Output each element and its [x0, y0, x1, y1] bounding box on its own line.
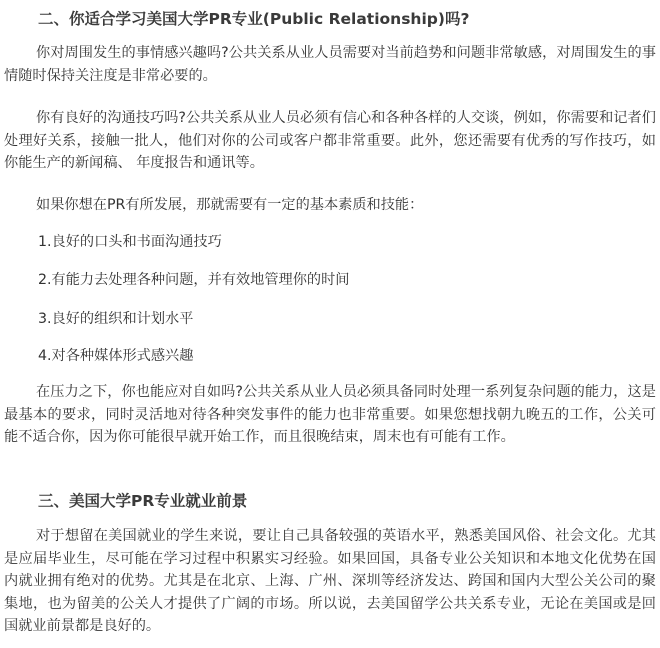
skill-item-1: 1.良好的口头和书面沟通技巧 — [38, 234, 222, 250]
paragraph-employment: 对于想留在美国就业的学生来说，要让自己具备较强的英语水平，熟悉美国风俗、社会文化。尤其是应届毕业生，尽可能在学习过程中积累实习经验。如果回国，具备专业公关知识和本地文化优势在国内就业拥有绝对的优势。尤其是在北京、上海、广州、深圳等经济发达、跨国和国内大型公关公司的聚集地，也为留美的公关人才提供了广阔的市场。所以说，去美国留学公共关系专业，无论在美国或是回国就业前景都是良好的。 — [4, 528, 656, 634]
paragraph-interest: 你对周围发生的事情感兴趣吗?公共关系从业人员需要对当前趋势和问题非常敏感，对周围发生的事情随时保持关注度是非常必要的。 — [4, 45, 656, 84]
paragraph-skills-intro: 如果你想在PR有所发展，那就需要有一定的基本素质和技能： — [36, 197, 424, 213]
paragraph-communication: 你有良好的沟通技巧吗?公共关系从业人员必须有信心和各种各样的人交谈，例如，你需要和记者们处理好关系，接触一批人，他们对你的公司或客户都非常重要。此外，您还需要有优秀的写作技巧，如你能生产的新闻稿、 年度报告和通讯等。 — [4, 110, 656, 171]
skill-item-3: 3.良好的组织和计划水平 — [38, 311, 194, 327]
section-2-heading: 二、你适合学习美国大学PR专业(Public Relationship)吗? — [38, 10, 470, 28]
skill-item-4: 4.对各种媒体形式感兴趣 — [38, 348, 194, 364]
section-3-heading: 三、美国大学PR专业就业前景 — [38, 492, 248, 510]
paragraph-pressure: 在压力之下，你也能应对自如吗?公共关系从业人员必须具备同时处理一系列复杂问题的能力，这是最基本的要求，同时灵活地对待各种突发事件的能力也非常重要。如果您想找朝九晚五的工作，公关可能不适合你，因为你可能很早就开始工作，而且很晚结束，周末也有可能有工作。 — [4, 384, 656, 445]
skill-item-2: 2.有能力去处理各种问题，并有效地管理你的时间 — [38, 272, 350, 288]
